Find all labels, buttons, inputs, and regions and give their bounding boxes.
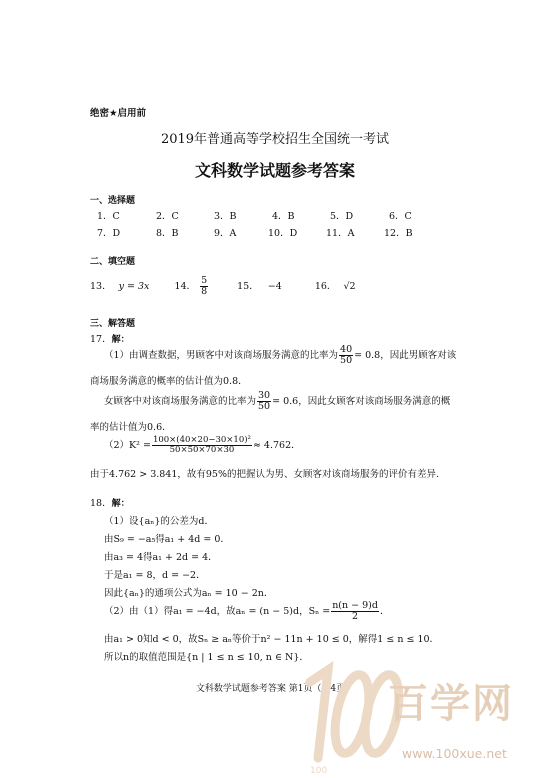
p18-sum-fraction-den: 2 bbox=[352, 610, 359, 622]
problem-17-heading bbox=[90, 331, 130, 345]
q15-label: 15． bbox=[237, 280, 259, 292]
p17-line-5 bbox=[104, 436, 301, 455]
answer-7: 7．D bbox=[97, 228, 121, 239]
p18-line-6 bbox=[104, 601, 389, 622]
p17-line-3 bbox=[104, 391, 450, 412]
q14-numerator: 5 bbox=[201, 275, 208, 286]
p17-fraction-2 bbox=[257, 391, 271, 412]
answer-2: 2．C bbox=[156, 211, 179, 222]
p18-line-6-tail: ． bbox=[379, 605, 390, 617]
problem-18-label: 18． bbox=[90, 498, 112, 509]
p17-line-1-text: （1）由调查数据，男顾客中对该商场服务满意的比率为 bbox=[104, 349, 339, 361]
p17-line-3-tail: = 0.6，因此女顾客对该商场服务满意的概 bbox=[272, 395, 451, 407]
p18-line-8: 所以n的取值范围是{n | 1 ≤ n ≤ 10, n ∈ N}． bbox=[104, 652, 309, 663]
p17-fraction-1 bbox=[339, 345, 353, 366]
p18-line-6-text: （2）由（1）得a₁ = −4d，故aₙ = (n − 5)d，Sₙ = bbox=[104, 605, 331, 617]
answer-11: 11．A bbox=[326, 228, 355, 239]
q16-answer: √2 bbox=[343, 280, 356, 292]
q14-fraction bbox=[200, 276, 208, 297]
p18-sum-fraction-num: n(n − 9)d bbox=[332, 600, 378, 611]
watermark-url: www.100xue.net bbox=[402, 746, 507, 761]
problem-17-solve: 解： bbox=[111, 335, 130, 345]
problem-17-label: 17． bbox=[90, 334, 112, 345]
q16-label: 16． bbox=[314, 280, 337, 292]
p17-line-1 bbox=[104, 345, 456, 366]
section-solution-heading: 三、解答题 bbox=[90, 319, 136, 329]
answer-10: 10．D bbox=[268, 228, 298, 239]
answer-9: 9．A bbox=[214, 228, 237, 239]
p17-line-5-text: （2）K² = bbox=[104, 439, 151, 451]
p17-fraction-2-num: 30 bbox=[258, 390, 271, 401]
confidential-label: 绝密★启用前 bbox=[90, 108, 147, 119]
answer-8: 8．B bbox=[156, 228, 179, 239]
p17-line-2: 商场服务满意的概率的估计值为0.8． bbox=[90, 376, 248, 387]
exam-title: 2019年普通高等学校招生全国统一考试 bbox=[160, 132, 390, 147]
p17-line-1-tail: = 0.8，因此男顾客对该 bbox=[354, 349, 457, 361]
fill-answers bbox=[90, 276, 356, 297]
p17-fraction-1-den: 50 bbox=[340, 354, 353, 366]
page-footer: 文科数学试题参考答案 第1页（共4页） bbox=[195, 684, 355, 694]
p18-line-3: 由a₃ = 4得a₁ + 2d = 4． bbox=[104, 552, 218, 563]
answer-12: 12．B bbox=[384, 228, 413, 239]
problem-18-heading bbox=[90, 495, 130, 509]
answer-5: 5．D bbox=[330, 211, 354, 222]
answer-4: 4．B bbox=[272, 211, 295, 222]
p18-line-4: 于是a₁ = 8，d = −2． bbox=[104, 570, 206, 581]
p18-line-7: 由a₁ > 0知d < 0，故Sₙ ≥ aₙ等价于n² − 11n + 10 ≤ 0，解得1 ≤ n ≤ 10． bbox=[104, 634, 440, 645]
p18-line-1: （1）设{aₙ}的公差为d． bbox=[104, 516, 214, 527]
section-fill-heading: 二、填空题 bbox=[90, 257, 136, 267]
p17-chi-square-num: 100×(40×20−30×10)² bbox=[152, 435, 251, 445]
p17-line-4: 率的估计值为0.6． bbox=[90, 422, 172, 433]
q14-denominator: 8 bbox=[201, 285, 208, 297]
p17-line-3-text: 女顾客中对该商场服务满意的比率为 bbox=[104, 395, 257, 407]
q13-answer: y = 3x bbox=[118, 280, 150, 292]
p17-line-5-tail: ≈ 4.762． bbox=[252, 439, 301, 451]
p18-line-5: 因此{aₙ}的通项公式为aₙ = 10 − 2n． bbox=[104, 588, 274, 599]
q15-answer: −4 bbox=[267, 280, 282, 292]
answer-1: 1．C bbox=[97, 211, 120, 222]
q13-label: 13． bbox=[90, 280, 112, 292]
problem-18-solve: 解： bbox=[111, 499, 130, 509]
q14-label: 14． bbox=[174, 280, 197, 292]
p17-line-6: 由于4.762 > 3.841，故有95%的把握认为男、女顾客对该商场服务的评价有差异. bbox=[90, 469, 440, 480]
p17-fraction-2-den: 50 bbox=[258, 400, 271, 412]
watermark-logo-digits: 100 bbox=[310, 766, 328, 776]
section-choice-heading: 一、选择题 bbox=[90, 196, 136, 206]
document-title: 文科数学试题参考答案 bbox=[194, 161, 355, 180]
answer-6: 6．C bbox=[389, 211, 412, 222]
p18-sum-fraction bbox=[331, 601, 379, 622]
watermark-brand: 百学网 bbox=[388, 681, 514, 727]
p17-chi-square-fraction bbox=[152, 436, 252, 455]
answer-3: 3．B bbox=[214, 211, 237, 222]
p17-chi-square-den: 50×50×70×30 bbox=[169, 444, 235, 455]
p18-line-2: 由S₉ = −a₅得a₁ + 4d = 0． bbox=[104, 534, 230, 545]
p17-fraction-1-num: 40 bbox=[340, 344, 353, 355]
